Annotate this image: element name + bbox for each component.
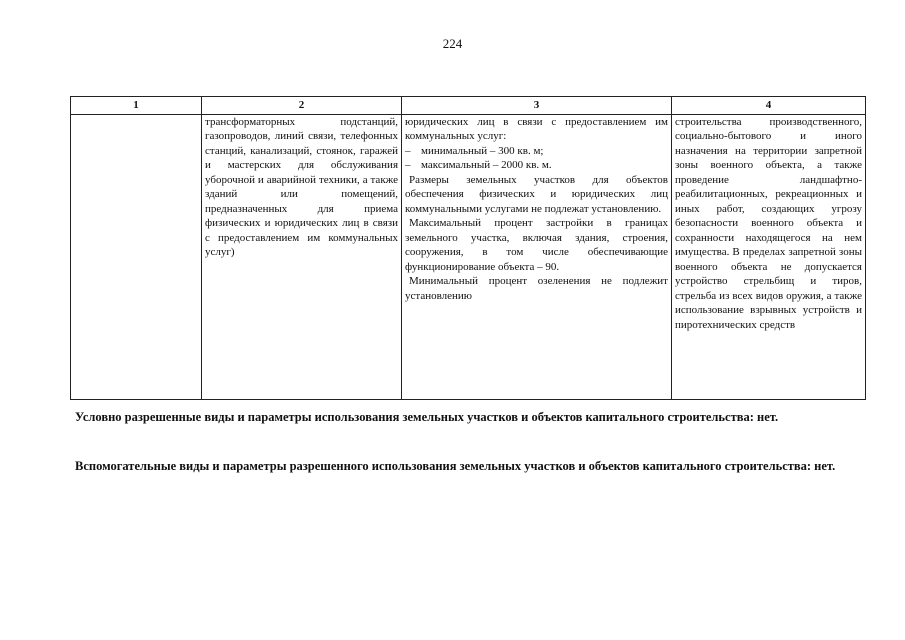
col3-intro: юридических лиц в связи с предоставлением им коммунальных услуг:	[405, 115, 668, 142]
column-header-1: 1	[71, 97, 202, 115]
col3-para-max-build: Максимальный процент застройки в границах земельного участка, включая здания, строения, сооружения, в том числе обеспечивающие функционирование объекта – 90.	[405, 217, 668, 273]
table-cell-col3	[402, 114, 672, 399]
dash-marker: –	[405, 159, 411, 171]
zoning-table	[70, 96, 866, 400]
column-header-2: 2	[202, 97, 402, 115]
table-cell-col1	[71, 114, 202, 399]
table-cell-col4: строительства производственного, социально-бытового и иного назначения на территории запретной зоны военного объекта, а также проведение ландшафтно-реабилитационных, рекреационных и иных работ, создающих угрозу безопасности военного объекта и сохранности находящегося на нем имущества. В пределах запретной зоны военного объекта не допускается устройство стрельбищ и тиров, стрельба из всех видов оружия, а также использование взрывных устройств и пиротехнических средств	[672, 114, 866, 399]
auxiliary-uses-paragraph: Вспомогательные виды и параметры разрешенного использования земельных участков и объектов капитального строительства: нет.	[75, 459, 836, 473]
list-item	[405, 158, 668, 173]
table-header-row	[71, 97, 866, 115]
list-item-text: минимальный – 300 кв. м;	[421, 144, 544, 157]
col3-para-min-green: Минимальный процент озеленения не подлежит установлению	[405, 275, 668, 302]
table-row	[71, 114, 866, 399]
table-cell-col2: трансформаторных подстанций, газопроводов, линий связи, телефонных станций, канализаций, стоянок, гаражей и мастерских для обслуживания уборочной и аварийной техники, а также зданий или помещений, предназначенных для приема физических и юридических лиц в связи с предоставлением им коммунальных услуг)	[202, 114, 402, 399]
list-item-text: максимальный – 2000 кв. м.	[421, 159, 552, 171]
dash-marker: –	[405, 144, 411, 157]
column-header-4: 4	[672, 97, 866, 115]
list-item	[405, 144, 668, 159]
page-number: 224	[442, 36, 463, 51]
column-header-3: 3	[402, 97, 672, 115]
col3-para-sizes: Размеры земельных участков для объектов обеспечения физических и юридических лиц коммунальными услугами не подлежат установлению.	[405, 173, 668, 215]
conditional-uses-paragraph: Условно разрешенные виды и параметры использования земельных участков и объектов капитального строительства: нет.	[75, 410, 779, 424]
